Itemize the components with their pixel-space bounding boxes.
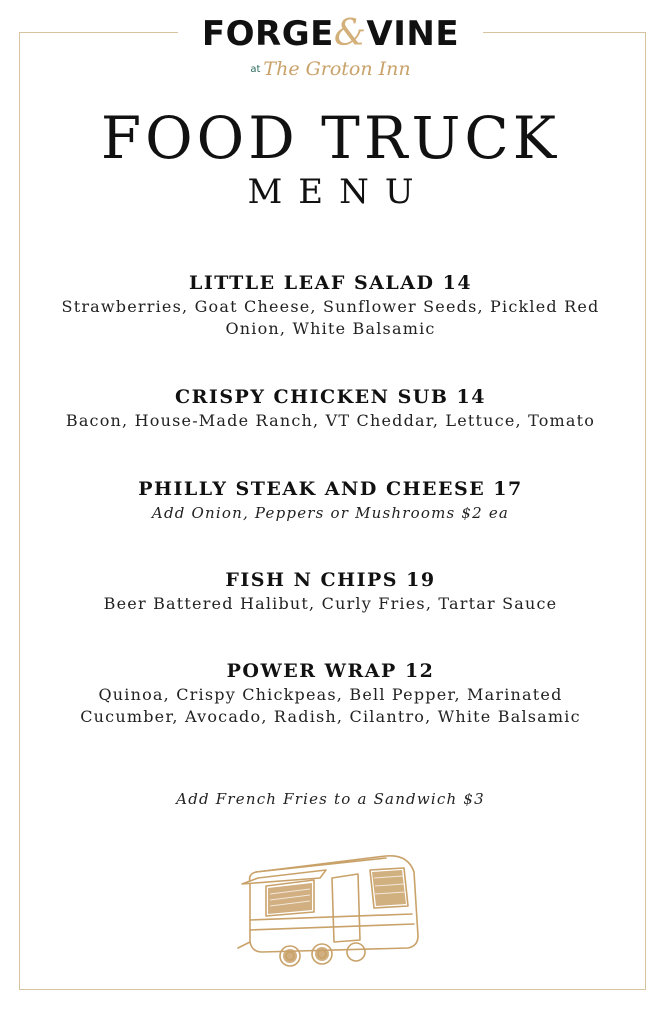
menu-item-power-wrap xyxy=(40,658,621,728)
menu-item-name: CRISPY CHICKEN SUB 14 xyxy=(175,386,486,408)
menu-item-crispy-chicken-sub xyxy=(40,384,621,432)
logo-name-right: VINE xyxy=(366,14,460,54)
menu-item-little-leaf-salad xyxy=(40,270,621,340)
logo-location xyxy=(178,58,483,81)
menu-item-description: Bacon, House-Made Ranch, VT Cheddar, Lettuce, Tomato xyxy=(65,411,596,430)
logo-name-left: FORGE xyxy=(201,14,334,54)
page-subtitle: MENU xyxy=(247,172,430,212)
food-truck-icon xyxy=(236,848,428,974)
logo-at: at xyxy=(250,64,261,75)
menu-item-description: Quinoa, Crispy Chickpeas, Bell Pepper, Marinated Cucumber, Avocado, Radish, Cilantro, White Balsamic xyxy=(80,685,581,726)
menu-item-name: POWER WRAP 12 xyxy=(226,660,435,682)
logo-ampersand: & xyxy=(333,13,367,54)
menu-item-name: FISH N CHIPS 19 xyxy=(225,569,436,591)
footer-note: Add French Fries to a Sandwich $3 xyxy=(176,790,485,808)
menu-item-description: Beer Battered Halibut, Curly Fries, Tartar Sauce xyxy=(103,594,558,613)
page-title: FOOD TRUCK xyxy=(100,104,561,172)
menu-item-name: LITTLE LEAF SALAD 14 xyxy=(188,272,473,294)
logo-wordmark xyxy=(178,14,483,54)
logo-location-name: The Groton Inn xyxy=(263,58,411,80)
forge-and-vine-logo xyxy=(178,6,483,92)
menu-item-addon-note: Add Onion, Peppers or Mushrooms $2 ea xyxy=(151,504,510,522)
menu-item-philly-steak-and-cheese xyxy=(40,476,621,524)
menu-item-description: Strawberries, Goat Cheese, Sunflower Seeds, Pickled Red Onion, White Balsamic xyxy=(61,297,600,338)
menu-item-fish-n-chips xyxy=(40,567,621,615)
menu-item-name: PHILLY STEAK AND CHEESE 17 xyxy=(138,478,523,500)
